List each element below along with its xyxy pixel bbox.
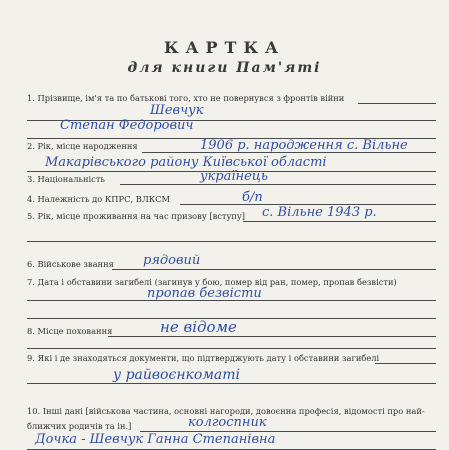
field-1-label: 1. Прізвище, ім'я та по батькові того, хто не повернувся з фронтів війни bbox=[27, 93, 345, 103]
field-7-value: пропав безвісти bbox=[147, 286, 262, 301]
field-4-value: б/п bbox=[242, 190, 263, 205]
field-1-rule-a bbox=[358, 103, 436, 104]
field-6-rule bbox=[112, 269, 436, 270]
field-5-rule-a bbox=[243, 221, 436, 222]
card-title: КАРТКА bbox=[163, 38, 286, 57]
field-6-label: 6. Військове звання bbox=[27, 259, 114, 269]
field-3-value: українець bbox=[200, 169, 268, 184]
field-5-rule-b bbox=[27, 241, 436, 242]
field-10-value-profession: колгоспник bbox=[188, 415, 267, 430]
field-10-value-relative: Дочка - Шевчук Ганна Степанівна bbox=[35, 432, 276, 447]
field-1-value-name: Степан Федорович bbox=[60, 118, 194, 133]
field-7-label: 7. Дата і обставини загибелі (загинув у бою, помер від ран, помер, пропав безвісти) bbox=[27, 277, 397, 287]
field-10-label-line2: ближчих родичів та ін.] bbox=[27, 421, 132, 431]
field-1-value-surname: Шевчук bbox=[150, 103, 204, 118]
field-3-label: 3. Національність bbox=[27, 174, 105, 184]
field-9-rule-b bbox=[27, 383, 436, 384]
field-9-rule-a bbox=[375, 363, 436, 364]
field-8-label: 8. Місце поховання bbox=[27, 326, 113, 336]
field-3-rule bbox=[120, 184, 436, 185]
field-5-label: 5. Рік, місце проживання на час призову [вступу] bbox=[27, 211, 246, 221]
field-8-value: не відоме bbox=[160, 318, 237, 336]
field-2-value-line2: Макарівського району Київської області bbox=[45, 155, 327, 170]
field-4-label: 4. Належність до КПРС, ВЛКСМ bbox=[27, 194, 171, 204]
card-subtitle: для книги Пам'яті bbox=[127, 60, 322, 76]
field-5-value: с. Вільне 1943 р. bbox=[262, 205, 377, 220]
field-10-label-line1: 10. Інші дані [військова частина, основні нагороди, довоєнна професія, відомості про най- bbox=[27, 406, 425, 416]
field-6-value: рядовий bbox=[143, 253, 201, 268]
field-9-label: 9. Які і де знаходяться документи, що підтверджують дату і обставини загибелі bbox=[27, 353, 380, 363]
field-8-rule-b bbox=[27, 348, 436, 349]
field-8-rule-a bbox=[108, 336, 436, 337]
field-9-value: у райвоєнкоматі bbox=[113, 367, 241, 383]
field-2-label: 2. Рік, місце народження bbox=[27, 141, 138, 151]
field-2-value-line1: 1906 р. народження с. Вільне bbox=[200, 138, 408, 153]
